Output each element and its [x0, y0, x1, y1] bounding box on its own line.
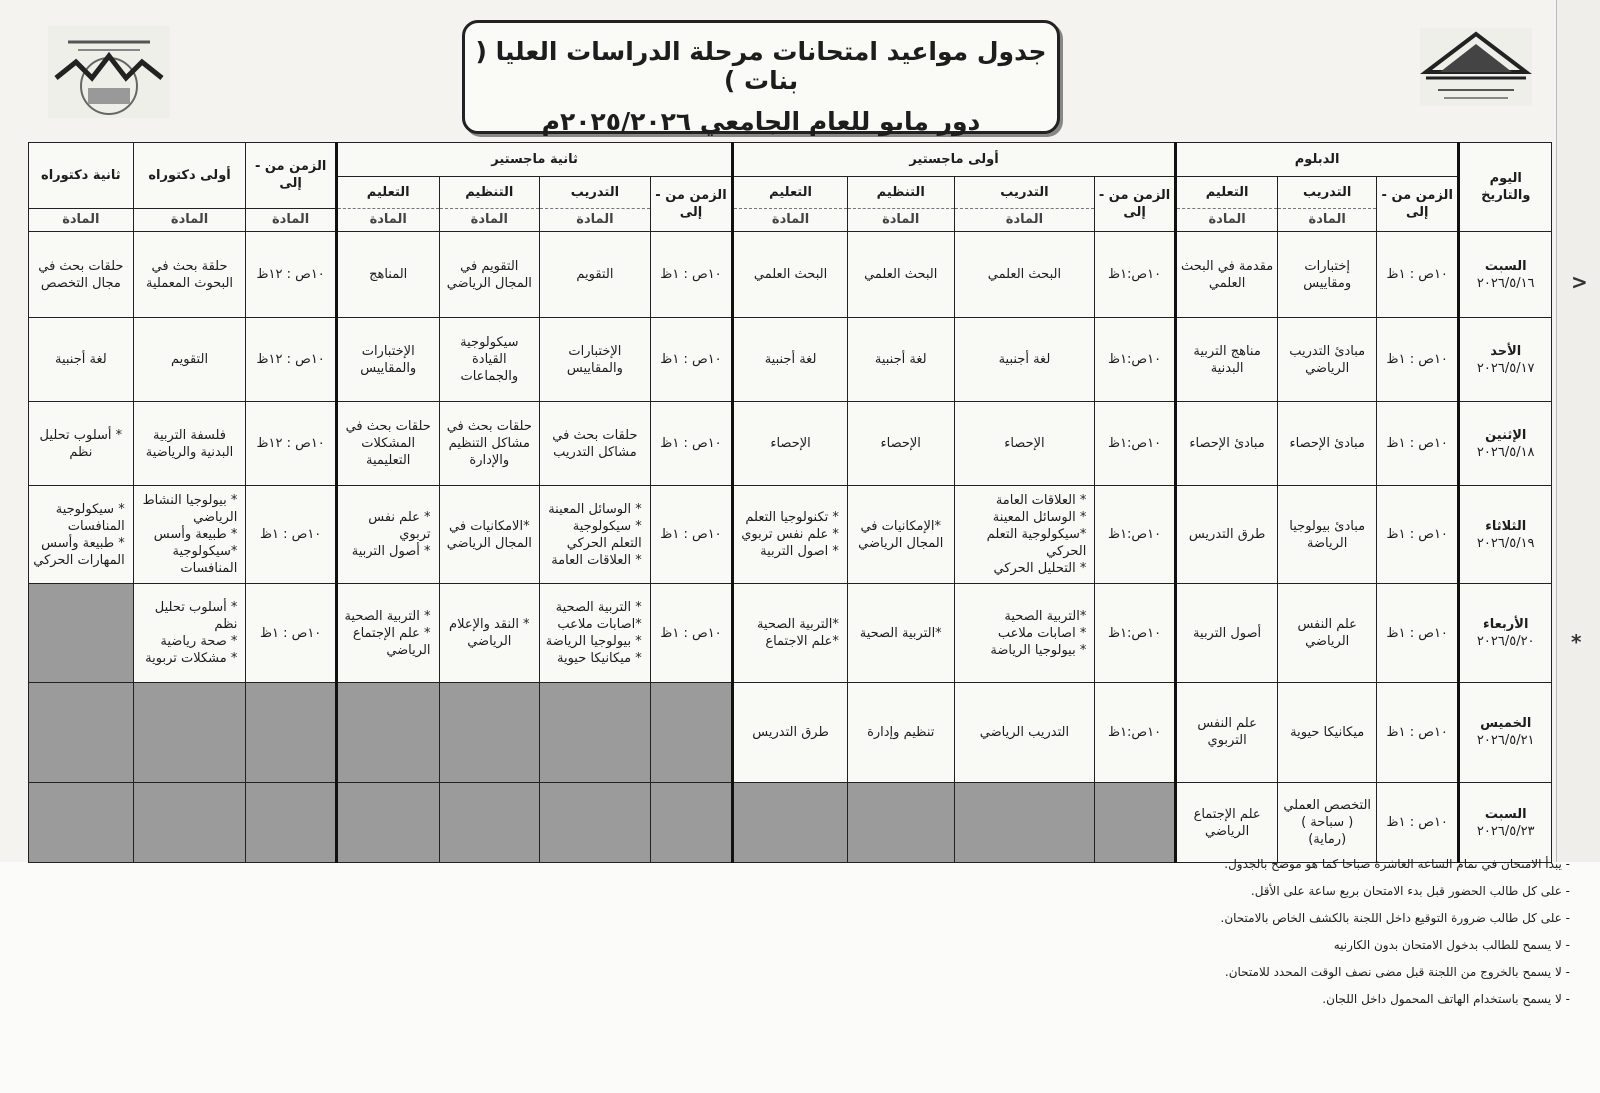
group-doc2: ثانية دكتوراه — [29, 143, 134, 209]
time-cell: ١٠ص : ١ظ — [1376, 318, 1458, 402]
empty-shaded-cell — [246, 783, 337, 863]
time-cell: ١٠ص : ١٢ظ — [246, 402, 337, 486]
date: ٢٠٢٦/٥/٢٣ — [1476, 823, 1535, 839]
subject-cell: التخصص العملي ( سباحة ) (رماية) — [1278, 783, 1377, 863]
day-date-cell — [1459, 318, 1552, 402]
empty-shaded-cell — [540, 682, 651, 782]
note-line: - على كل طالب ضرورة التوقيع داخل اللجنة بالكشف الخاص بالامتحان. — [1220, 911, 1570, 925]
time-cell: ١٠ص:١ظ — [1095, 318, 1175, 402]
empty-shaded-cell — [133, 682, 246, 782]
day-date-header: اليوم والتاريخ — [1459, 143, 1552, 232]
subject-cell: حلقات بحث في مشاكل التنظيم والإدارة — [439, 402, 540, 486]
day-name: الثلاثاء — [1485, 518, 1527, 534]
subject-cell: لغة أجنبية — [954, 318, 1095, 402]
day-date-cell — [1459, 584, 1552, 682]
empty-shaded-cell — [336, 682, 439, 782]
time-cell: ١٠ص : ١ظ — [1376, 402, 1458, 486]
adjacent-sheet-edge — [1556, 0, 1600, 862]
group-diploma: الدبلوم — [1175, 143, 1459, 177]
subject-cell: مناهج التربية البدنية — [1175, 318, 1278, 402]
spec-header-training: التدريب — [540, 176, 651, 208]
subject-cell: طرق التدريس — [1175, 486, 1278, 584]
subject-cell: الإختبارات والمقاييس — [336, 318, 439, 402]
time-cell: ١٠ص:١ظ — [1095, 682, 1175, 782]
time-header-master1: الزمن من - إلى — [1095, 176, 1175, 231]
sports-faculty-emblem-icon — [48, 26, 170, 118]
exam-notes — [1150, 856, 1570, 1018]
spec-header-teaching: التعليم — [733, 176, 848, 208]
time-cell: ١٠ص : ١ظ — [650, 232, 732, 318]
note-line: - على كل طالب الحضور قبل بدء الامتحان بربع ساعة على الأقل. — [1250, 884, 1570, 898]
empty-shaded-cell — [1095, 783, 1175, 863]
time-header-doc: الزمن من - إلى — [246, 143, 337, 209]
subject-cell: حلقات بحث في المشكلات التعليمية — [336, 402, 439, 486]
subject-cell: حلقات بحث في مشاكل التدريب — [540, 402, 651, 486]
subject-cell: * التربية الصحية *اصابات ملاعب * بيولوجيا الرياضة * ميكانيكا حيوية — [540, 584, 651, 682]
date: ٢٠٢٦/٥/١٧ — [1476, 360, 1535, 376]
date: ٢٠٢٦/٥/٢١ — [1476, 733, 1535, 749]
subject-cell: *التربية الصحية * اصابات ملاعب * بيولوجيا الرياضة — [954, 584, 1095, 682]
empty-shaded-cell — [650, 682, 732, 782]
spec-header-teaching: التعليم — [336, 176, 439, 208]
time-cell: ١٠ص : ١٢ظ — [246, 232, 337, 318]
schedule-row — [29, 402, 1552, 486]
time-cell: ١٠ص : ١ظ — [1376, 584, 1458, 682]
spec-header-organizing: التنظيم — [439, 176, 540, 208]
empty-shaded-cell — [439, 682, 540, 782]
schedule-row — [29, 584, 1552, 682]
subject-cell: * تكنولوجيا التعلم * علم نفس تربوي * اصول التربية — [733, 486, 848, 584]
subject-label: المادة — [954, 208, 1095, 232]
subject-cell: الإحصاء — [954, 402, 1095, 486]
sheet-mark: > — [1571, 270, 1588, 294]
subject-cell: مبادئ الإحصاء — [1175, 402, 1278, 486]
subject-cell: البحث العلمي — [847, 232, 954, 318]
day-date-cell — [1459, 682, 1552, 782]
subject-cell: لغة أجنبية — [29, 318, 134, 402]
subject-cell: لغة أجنبية — [733, 318, 848, 402]
subject-label: المادة — [133, 208, 246, 232]
spec-header-teaching: التعليم — [1175, 176, 1278, 208]
time-cell: ١٠ص : ١ظ — [1376, 486, 1458, 584]
university-emblem-icon — [1420, 28, 1532, 106]
subject-cell: لغة أجنبية — [847, 318, 954, 402]
subject-cell: أصول التربية — [1175, 584, 1278, 682]
subject-cell: التدريب الرياضي — [954, 682, 1095, 782]
subject-cell: * الوسائل المعينة * سيكولوجية التعلم الحركي * العلاقات العامة — [540, 486, 651, 584]
time-cell: ١٠ص : ١٢ظ — [246, 318, 337, 402]
subject-cell: * العلاقات العامة * الوسائل المعينة *سيكولوجية التعلم الحركي * التحليل الحركي — [954, 486, 1095, 584]
time-header-master2: الزمن من - إلى — [650, 176, 732, 231]
group-master2: ثانية ماجستير — [336, 143, 732, 177]
note-line: - لا يسمح باستخدام الهاتف المحمول داخل اللجان. — [1322, 992, 1570, 1006]
empty-shaded-cell — [29, 783, 134, 863]
day-date-cell — [1459, 783, 1552, 863]
subject-label: المادة — [733, 208, 848, 232]
group-doc1: أولى دكتوراه — [133, 143, 246, 209]
date: ٢٠٢٦/٥/٢٠ — [1476, 634, 1535, 650]
subject-cell: مبادئ بيولوجيا الرياضة — [1278, 486, 1377, 584]
subject-cell: علم النفس التربوي — [1175, 682, 1278, 782]
subject-label: المادة — [1278, 208, 1377, 232]
subject-cell: * بيولوجيا النشاط الرياضي * طبيعة وأسس *سيكولوجية المنافسات — [133, 486, 246, 584]
subject-cell: *الإمكانيات في المجال الرياضي — [847, 486, 954, 584]
subject-label: المادة — [540, 208, 651, 232]
note-line: - يبدأ الامتحان في تمام الساعة العاشرة صباحا كما هو موضح بالجدول. — [1224, 857, 1570, 871]
subject-cell: البحث العلمي — [954, 232, 1095, 318]
day-name: السبت — [1484, 258, 1527, 274]
subject-cell: تنظيم وإدارة — [847, 682, 954, 782]
faculty-logo-left — [48, 26, 170, 118]
empty-shaded-cell — [246, 682, 337, 782]
day-date-cell — [1459, 402, 1552, 486]
subject-cell: طرق التدريس — [733, 682, 848, 782]
schedule-row — [29, 682, 1552, 782]
time-cell: ١٠ص:١ظ — [1095, 402, 1175, 486]
day-date-cell — [1459, 486, 1552, 584]
subject-cell: * سيكولوجية المنافسات * طبيعة وأسس المهارات الحركي — [29, 486, 134, 584]
time-cell: ١٠ص : ١ظ — [650, 486, 732, 584]
subject-label: المادة — [29, 208, 134, 232]
subject-cell: مقدمة في البحث العلمي — [1175, 232, 1278, 318]
subject-cell: * التربية الصحية * علم الإجتماع الرياضي — [336, 584, 439, 682]
subject-cell: علم الإجتماع الرياضي — [1175, 783, 1278, 863]
schedule-row — [29, 486, 1552, 584]
date: ٢٠٢٦/٥/١٩ — [1476, 535, 1535, 551]
day-name: الأحد — [1490, 343, 1522, 359]
empty-shaded-cell — [847, 783, 954, 863]
subject-label: المادة — [336, 208, 439, 232]
faculty-logo-right — [1420, 28, 1532, 106]
empty-shaded-cell — [133, 783, 246, 863]
empty-shaded-cell — [336, 783, 439, 863]
day-name: الخميس — [1480, 716, 1532, 732]
subject-cell: الإحصاء — [733, 402, 848, 486]
page-subtitle: دور مايو للعام الجامعي ٢٠٢٥/٢٠٢٦م — [541, 107, 981, 136]
subject-cell: ميكانيكا حيوية — [1278, 682, 1377, 782]
spec-header-organizing: التنظيم — [847, 176, 954, 208]
day-name: الإثنين — [1485, 427, 1527, 443]
subject-cell: مبادئ الإحصاء — [1278, 402, 1377, 486]
empty-shaded-cell — [29, 584, 134, 682]
empty-shaded-cell — [954, 783, 1095, 863]
empty-shaded-cell — [29, 682, 134, 782]
time-cell: ١٠ص : ١ظ — [1376, 783, 1458, 863]
sheet-mark: * — [1571, 630, 1582, 654]
schedule-row — [29, 318, 1552, 402]
subject-cell: مبادئ التدريب الرياضي — [1278, 318, 1377, 402]
page-title: جدول مواعيد امتحانات مرحلة الدراسات العليا ( بنات ) — [475, 37, 1047, 95]
subject-cell: التقويم في المجال الرياضي — [439, 232, 540, 318]
empty-shaded-cell — [540, 783, 651, 863]
subject-cell: التقويم — [133, 318, 246, 402]
empty-shaded-cell — [439, 783, 540, 863]
subject-cell: سيكولوجية القيادة والجماعات — [439, 318, 540, 402]
subject-cell: الإحصاء — [847, 402, 954, 486]
subject-cell: فلسفة التربية البدنية والرياضية — [133, 402, 246, 486]
note-line: - لا يسمح بالخروج من اللجنة قبل مضى نصف الوقت المحدد للامتحان. — [1224, 965, 1570, 979]
note-line: - لا يسمح للطالب بدخول الامتحان بدون الكارنيه — [1333, 938, 1570, 952]
subject-cell: *التربية الصحية *علم الاجتماع — [733, 584, 848, 682]
subject-cell: * أسلوب تحليل نظم — [29, 402, 134, 486]
group-master1: أولى ماجستير — [733, 143, 1176, 177]
subject-cell: المناهج — [336, 232, 439, 318]
subject-cell: * النقد والإعلام الرياضي — [439, 584, 540, 682]
subject-cell: التقويم — [540, 232, 651, 318]
spec-header-training: التدريب — [954, 176, 1095, 208]
subject-cell: الإختبارات والمقاييس — [540, 318, 651, 402]
subject-cell: *التربية الصحية — [847, 584, 954, 682]
exam-schedule-table — [28, 142, 1552, 863]
time-header-diploma: الزمن من - إلى — [1376, 176, 1458, 231]
time-cell: ١٠ص : ١ظ — [650, 402, 732, 486]
subject-label: المادة — [847, 208, 954, 232]
subject-label: المادة — [439, 208, 540, 232]
subject-cell: * أسلوب تحليل نظم * صحة رياضية * مشكلات تربوية — [133, 584, 246, 682]
time-cell: ١٠ص : ١ظ — [1376, 682, 1458, 782]
date: ٢٠٢٦/٥/١٦ — [1476, 275, 1535, 291]
subject-cell: * علم نفس تربوي * أصول التربية — [336, 486, 439, 584]
subject-cell: حلقات بحث في مجال التخصص — [29, 232, 134, 318]
subject-label: المادة — [1175, 208, 1278, 232]
subject-cell: *الامكانيات في المجال الرياضي — [439, 486, 540, 584]
subject-label: المادة — [246, 208, 337, 232]
time-cell: ١٠ص : ١ظ — [246, 486, 337, 584]
empty-shaded-cell — [733, 783, 848, 863]
time-cell: ١٠ص : ١ظ — [1376, 232, 1458, 318]
time-cell: ١٠ص:١ظ — [1095, 584, 1175, 682]
time-cell: ١٠ص : ١ظ — [650, 584, 732, 682]
schedule-row — [29, 783, 1552, 863]
date: ٢٠٢٦/٥/١٨ — [1476, 444, 1535, 460]
subject-cell: حلقة بحث في البحوث المعملية — [133, 232, 246, 318]
time-cell: ١٠ص:١ظ — [1095, 232, 1175, 318]
empty-shaded-cell — [650, 783, 732, 863]
time-cell: ١٠ص:١ظ — [1095, 486, 1175, 584]
day-name: الأربعاء — [1483, 617, 1529, 633]
schedule-row — [29, 232, 1552, 318]
subject-cell: علم النفس الرياضي — [1278, 584, 1377, 682]
day-name: السبت — [1484, 806, 1527, 822]
day-date-cell — [1459, 232, 1552, 318]
spec-header-training: التدريب — [1278, 176, 1377, 208]
title-box — [462, 20, 1060, 134]
subject-cell: البحث العلمي — [733, 232, 848, 318]
time-cell: ١٠ص : ١ظ — [246, 584, 337, 682]
subject-cell: إختبارات ومقاييس — [1278, 232, 1377, 318]
time-cell: ١٠ص : ١ظ — [650, 318, 732, 402]
